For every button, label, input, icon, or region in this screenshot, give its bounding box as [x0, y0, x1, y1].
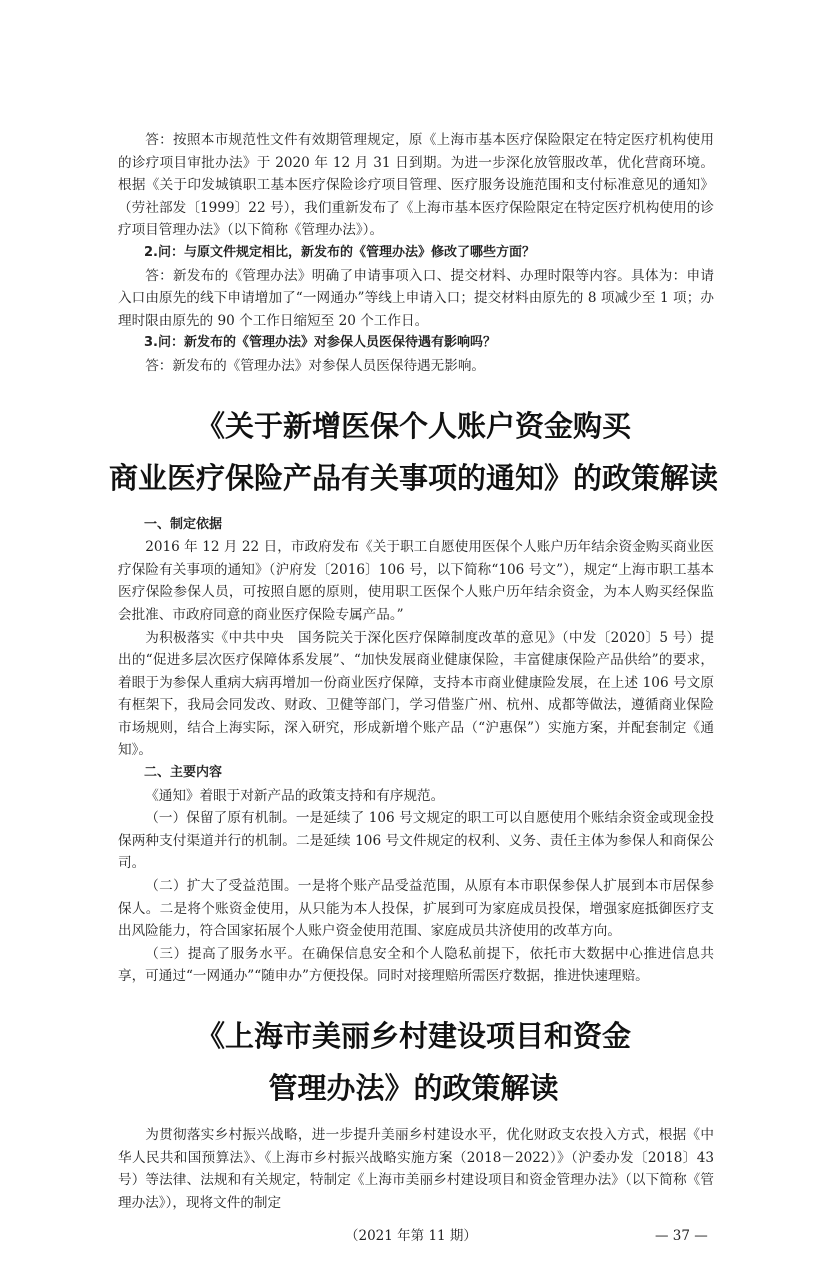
page-number: — 37 —	[655, 1228, 708, 1245]
paragraph: 答：按照本市规范性文件有效期管理规定，原《上海市基本医疗保险限定在特定医疗机构使用的诊疗项目审批办法》于 2020 年 12 月 31 日到期。为进一步深化放管服改革，优化营商环境。根据《关于印发城镇职工基本医疗保险诊疗项目管理、医疗服务设施范围和支付标准意见的通知》（劳社部发〔1999〕22 号），我们重新发布了《上海市基本医疗保险限定在特定医疗机构使用的诊疗项目管理办法》（以下简称《管理办法》）。	[118, 132, 714, 239]
paragraph: （二）扩大了受益范围。一是将个账产品受益范围，从原有本市职保参保人扩展到本市居保参保人。二是将个账资金使用，从只能为本人投保，扩展到可为家庭成员投保，增强家庭抵御医疗支出风险能力，符合国家拓展个人账户资金使用范围、家庭成员共济使用的改革方向。	[118, 878, 714, 940]
paragraph: （一）保留了原有机制。一是延续了 106 号文规定的职工可以自愿使用个账结余资金或现金投保两种支付渠道并行的机制。二是延续 106 号文件规定的权利、义务、责任主体为参保人和商保公司。	[118, 810, 714, 872]
section-heading: 一、制定依据	[144, 516, 223, 532]
paragraph: （三）提高了服务水平。在确保信息安全和个人隐私前提下，依托市大数据中心推进信息共享，可通过“一网通办”“随申办”方便投保。同时对接理赔所需医疗数据，推进快速理赔。	[118, 945, 714, 985]
paragraph: 《通知》着眼于对新产品的政策支持和有序规范。	[145, 787, 445, 804]
paragraph: 为积极落实《中共中央 国务院关于深化医疗保障制度改革的意见》（中发〔2020〕5 号）提出的“促进多层次医疗保障体系发展”、“加快发展商业健康保险，丰富健康保险产品供给”的要求，着眼于为参保人重病大病再增加一份商业医疗保障，支持本市商业健康险发展，在上述 106 号文原有框架下，我局会同发改、财政、卫健等部门，学习借鉴广州、杭州、成都等做法，遵循商业保险市场规则，结合上海实际，深入研究，形成新增个账产品（“沪惠保”）实施方案，并配套制定《通知》。	[118, 629, 714, 759]
section-heading: 2.问：与原文件规定相比，新发布的《管理办法》修改了哪些方面？	[144, 244, 535, 260]
section1-body	[118, 129, 714, 378]
article3-title-line2: 管理办法》的政策解读	[268, 1071, 559, 1105]
article2-title-line1: 《关于新增医保个人账户资金购买	[195, 408, 631, 443]
paragraph: 2016 年 12 月 22 日，市政府发布《关于职工自愿使用医保个人账户历年结余资金购买商业医疗保险有关事项的通知》（沪府发〔2016〕106 号，以下简称“106 号文”），规定“上海市职工基本医疗保险参保人员，可按照自愿的原则，使用职工医保个人账户历年结余资金，为本人购买经保监会批准、市政府同意的商业医疗保险专属产品。”	[118, 539, 714, 623]
article2-title	[0, 400, 827, 504]
article2-body	[118, 514, 714, 988]
article3-body	[118, 1124, 714, 1214]
issue-label: （2021 年第 11 期）	[345, 1228, 477, 1245]
article3-title-line1: 《上海市美丽乡村建设项目和资金	[195, 1019, 631, 1053]
page-footer	[0, 1224, 827, 1248]
article3-title	[0, 1010, 827, 1114]
paragraph: 答：新发布的《管理办法》明确了申请事项入口、提交材料、办理时限等内容。具体为：申请入口由原先的线下申请增加了“一网通办”等线上申请入口；提交材料由原先的 8 项减少至 1 项；办理时限由原先的 90 个工作日缩短至 20 个工作日。	[118, 267, 714, 329]
section-heading: 3.问：新发布的《管理办法》对参保人员医保待遇有影响吗？	[144, 335, 496, 351]
section-heading: 二、主要内容	[144, 765, 223, 781]
paragraph: 答：新发布的《管理办法》对参保人员医保待遇无影响。	[145, 357, 486, 374]
paragraph: 为贯彻落实乡村振兴战略，进一步提升美丽乡村建设水平，优化财政支农投入方式，根据《中华人民共和国预算法》、《上海市乡村振兴战略实施方案（2018－2022）》（沪委办发〔2018〕43 号）等法律、法规和有关规定，特制定《上海市美丽乡村建设项目和资金管理办法》（以下简称《管理办法》），现将文件的制定	[118, 1127, 714, 1211]
article2-title-line2: 商业医疗保险产品有关事项的通知》的政策解读	[108, 460, 718, 495]
